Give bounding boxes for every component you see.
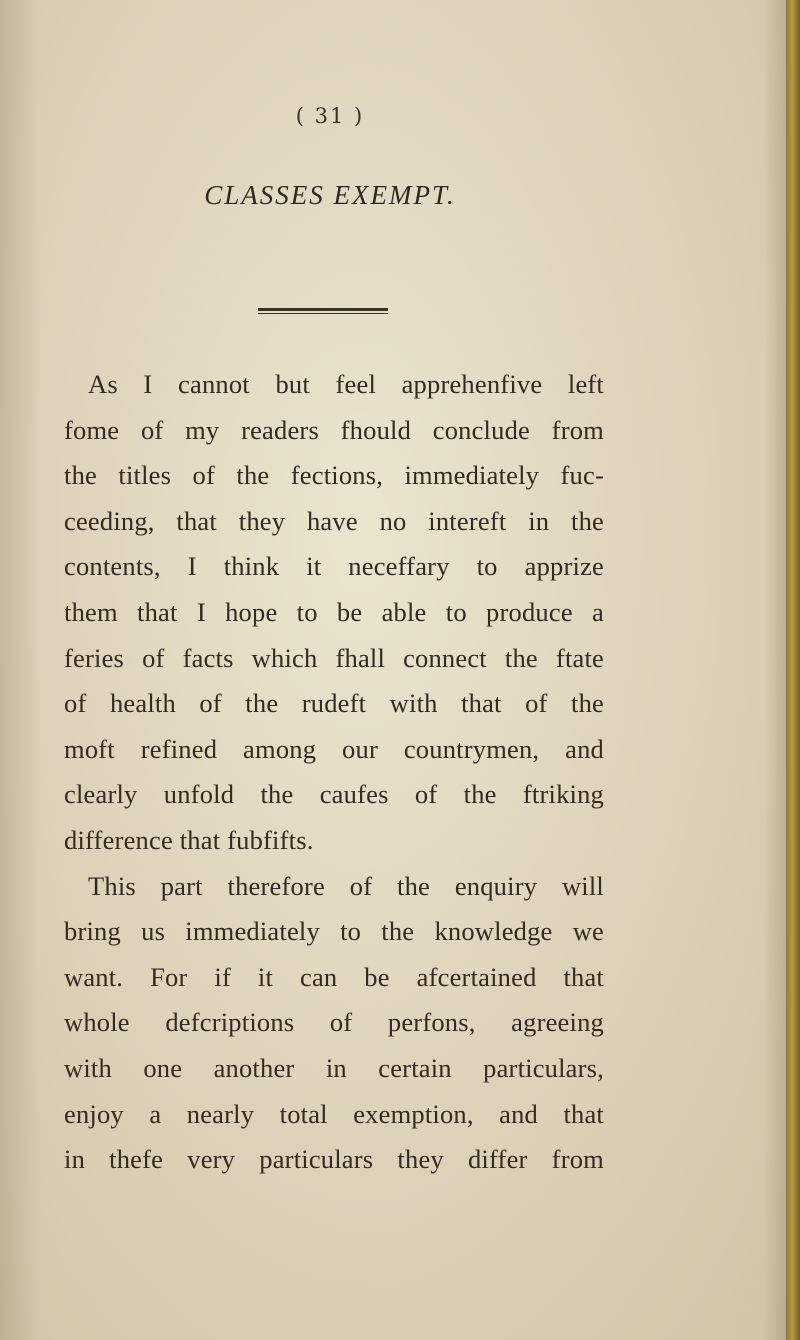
heading-rule	[258, 308, 388, 314]
text-line: bring us immediately to the knowledge we	[64, 916, 604, 947]
text-line: in thefe very particulars they differ from	[64, 1144, 604, 1175]
text-line: whole defcriptions of perfons, agreeing	[64, 1007, 604, 1038]
paragraph-2	[64, 864, 604, 1183]
page-edge	[786, 0, 800, 1340]
page-edge-shadow	[764, 0, 786, 1340]
body-text	[64, 362, 604, 1183]
text-line: them that I hope to be able to produce a	[64, 596, 604, 627]
text-line: the titles of the fections, immediately fuc-	[64, 460, 604, 491]
text-line: contents, I think it neceffary to apprize	[64, 551, 604, 582]
text-line: difference that fubfifts.	[64, 824, 314, 855]
text-line: feries of facts which fhall connect the ftate	[64, 642, 604, 673]
text-line: moft refined among our countrymen, and	[64, 733, 604, 764]
text-line: As I cannot but feel apprehenfive left	[88, 369, 604, 399]
text-line: enjoy a nearly total exemption, and that	[64, 1098, 604, 1129]
text-line: want. For if it can be afcertained that	[64, 961, 604, 992]
text-line: of health of the rudeft with that of the	[64, 688, 604, 719]
page-number: ( 31 )	[295, 104, 365, 128]
text-line: clearly unfold the caufes of the ftriking	[64, 779, 604, 810]
section-heading: CLASSES EXEMPT.	[204, 180, 456, 210]
text-line: fome of my readers fhould conclude from	[64, 414, 604, 445]
paragraph-1	[64, 362, 604, 864]
text-line: ceeding, that they have no intereft in the	[64, 505, 604, 536]
text-line: with one another in certain particulars,	[64, 1052, 604, 1083]
text-line: This part therefore of the enquiry will	[88, 870, 604, 901]
